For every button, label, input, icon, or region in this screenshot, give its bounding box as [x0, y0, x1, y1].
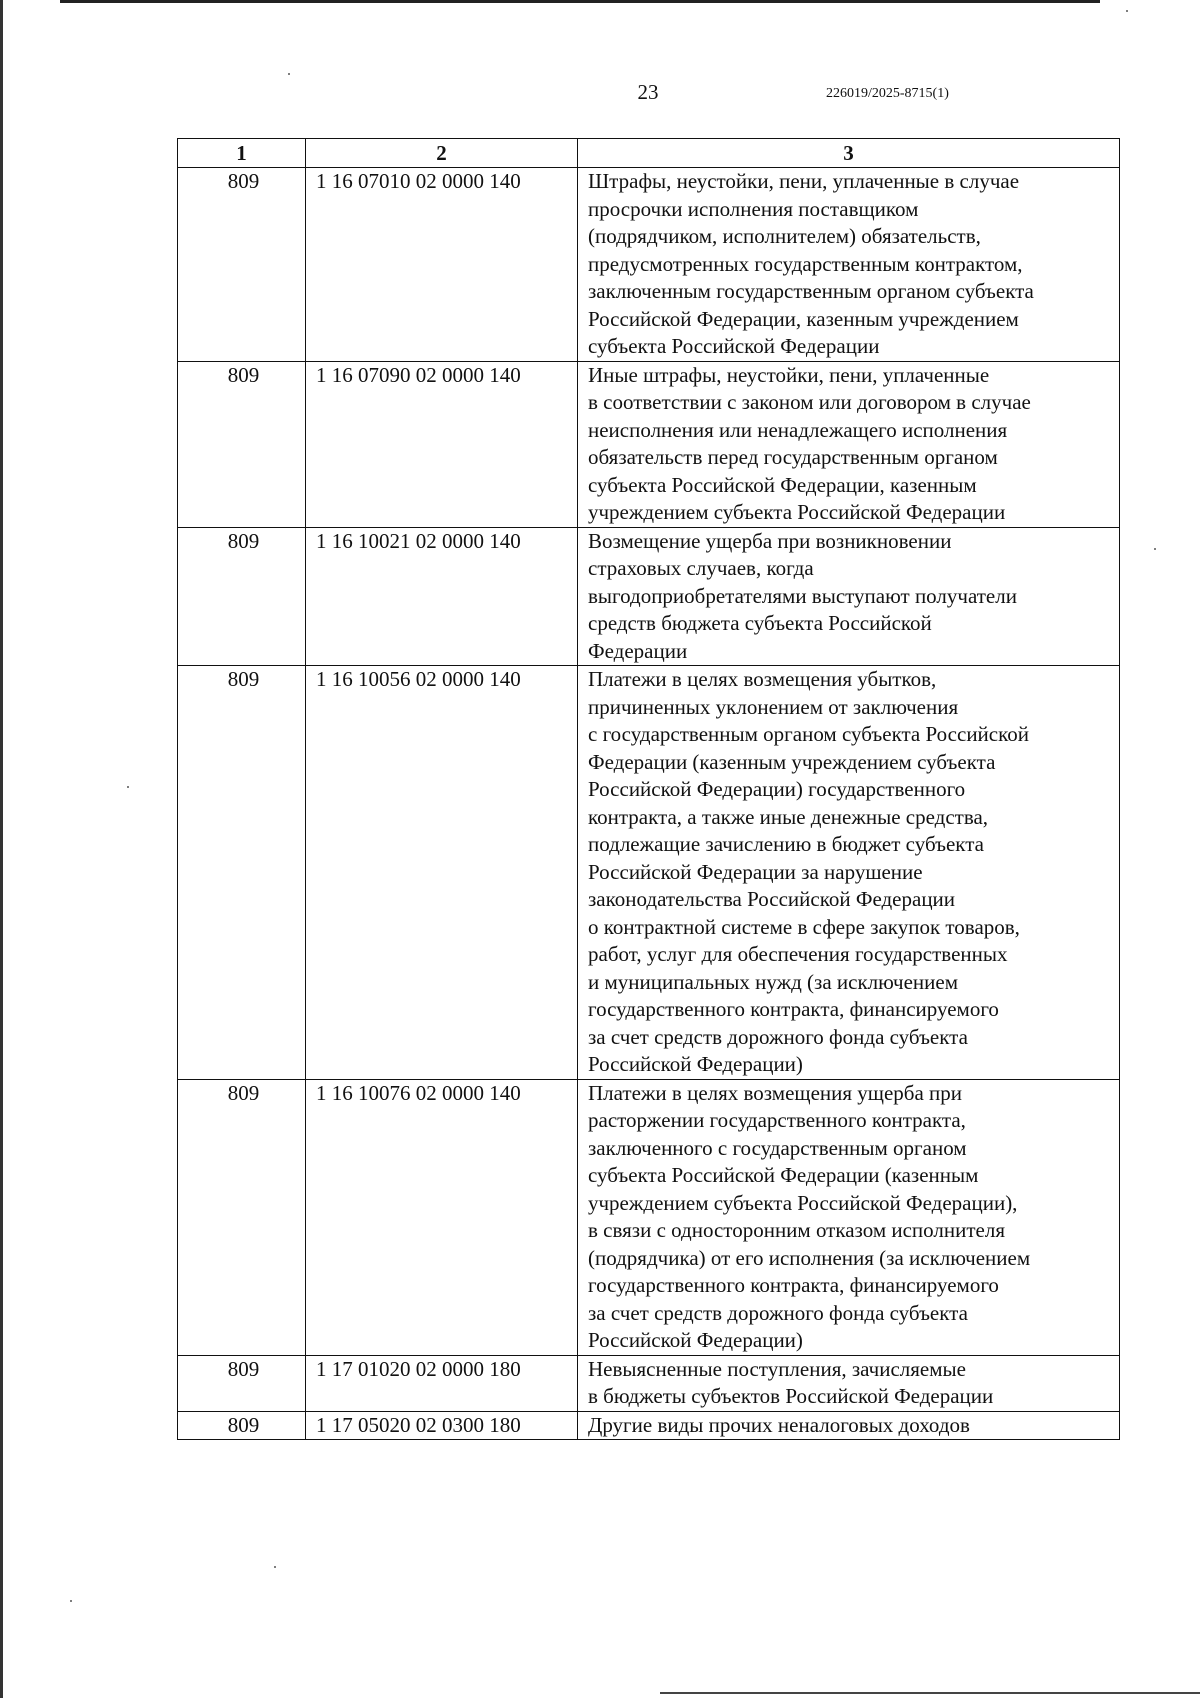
revenue-name-line: Платежи в целях возмещения ущерба при — [588, 1080, 963, 1105]
revenue-name-cell — [578, 361, 1120, 527]
revenue-name-line: (подрядчиком, исполнителем) обязательств, — [588, 224, 981, 248]
scan-speck — [274, 1566, 276, 1568]
scan-speck — [288, 73, 290, 75]
revenue-name-line: Иные штрафы, неустойки, пени, уплаченные — [588, 362, 990, 387]
scan-speck — [127, 786, 129, 788]
revenue-name-line: работ, услуг для обеспечения государственных — [588, 942, 1008, 966]
revenue-name-line: субъекта Российской Федерации, казенным — [588, 472, 977, 497]
budget-code-cell: 1 16 10076 02 0000 140 — [306, 1079, 578, 1355]
budget-revenue-table — [177, 138, 1120, 1440]
revenue-name-line: средств бюджета субъекта Российской — [588, 611, 932, 635]
admin-code-cell: 809 — [178, 1411, 306, 1440]
revenue-name-line: Российской Федерации) — [588, 1328, 803, 1352]
admin-code-cell: 809 — [178, 666, 306, 1080]
revenue-name-line: в соответствии с законом или договором в случае — [588, 390, 1031, 414]
revenue-name-line: заключенным государственным органом субъекта — [588, 279, 1034, 303]
column-header-3: 3 — [578, 139, 1120, 168]
budget-code-cell: 1 16 10056 02 0000 140 — [306, 666, 578, 1080]
revenue-name-line: с государственным органом субъекта Российской — [588, 722, 1029, 746]
scan-bottom-edge — [660, 1692, 1200, 1694]
table-row — [178, 1355, 1120, 1411]
revenue-name-line: за счет средств дорожного фонда субъекта — [588, 1300, 968, 1325]
budget-code-cell: 1 16 07010 02 0000 140 — [306, 168, 578, 362]
budget-code-cell: 1 16 07090 02 0000 140 — [306, 361, 578, 527]
revenue-name-line: подлежащие зачислению в бюджет субъекта — [588, 832, 984, 856]
table-row — [178, 361, 1120, 527]
admin-code-cell: 809 — [178, 527, 306, 666]
revenue-name-cell — [578, 666, 1120, 1080]
revenue-name-line: Невыясненные поступления, зачисляемые — [588, 1356, 966, 1381]
revenue-name-line: о контрактной системе в сфере закупок товаров, — [588, 914, 1020, 939]
revenue-name-line: и муниципальных нужд (за исключением — [588, 969, 958, 994]
table-row — [178, 527, 1120, 666]
table-header-row — [178, 139, 1120, 168]
revenue-name-line: Российской Федерации) государственного — [588, 777, 966, 801]
revenue-name-line: субъекта Российской Федерации (казенным — [588, 1163, 979, 1187]
revenue-name-line: контракта, а также иные денежные средства, — [588, 804, 989, 829]
table-row — [178, 666, 1120, 1080]
table-body — [178, 168, 1120, 1440]
revenue-name-line: Возмещение ущерба при возникновении — [588, 528, 952, 553]
budget-code-cell: 1 17 05020 02 0300 180 — [306, 1411, 578, 1440]
revenue-name-line: Российской Федерации за нарушение — [588, 859, 923, 884]
admin-code-cell: 809 — [178, 168, 306, 362]
column-header-2: 2 — [306, 139, 578, 168]
scan-top-edge — [60, 0, 1100, 3]
revenue-name-cell — [578, 1079, 1120, 1355]
revenue-name-cell — [578, 1411, 1120, 1440]
budget-code-cell: 1 17 01020 02 0000 180 — [306, 1355, 578, 1411]
revenue-name-line: выгодоприобретателями выступают получатели — [588, 583, 1017, 608]
scan-speck — [1126, 10, 1128, 12]
scan-speck — [1154, 548, 1156, 550]
admin-code-cell: 809 — [178, 1355, 306, 1411]
revenue-name-line: предусмотренных государственным контрактом, — [588, 251, 1023, 276]
admin-code-cell: 809 — [178, 1079, 306, 1355]
revenue-name-line: Штрафы, неустойки, пени, уплаченные в случае — [588, 169, 1020, 193]
revenue-name-line: Другие виды прочих неналоговых доходов — [588, 1412, 970, 1437]
revenue-name-line: Российской Федерации, казенным учреждением — [588, 306, 1019, 331]
table-row — [178, 1411, 1120, 1440]
table-row — [178, 1079, 1120, 1355]
admin-code-cell: 809 — [178, 361, 306, 527]
revenue-name-line: Платежи в целях возмещения убытков, — [588, 667, 937, 691]
revenue-name-line: учреждением субъекта Российской Федерации — [588, 500, 1006, 524]
revenue-name-line: заключенного с государственным органом — [588, 1135, 967, 1160]
revenue-name-line: неисполнения или ненадлежащего исполнения — [588, 417, 1008, 442]
revenue-name-line: Федерации (казенным учреждением субъекта — [588, 749, 996, 774]
revenue-name-cell — [578, 168, 1120, 362]
revenue-name-line: (подрядчика) от его исполнения (за исключением — [588, 1245, 1031, 1270]
revenue-name-cell — [578, 527, 1120, 666]
revenue-name-line: государственного контракта, финансируемого — [588, 997, 999, 1021]
revenue-name-line: в связи с односторонним отказом исполнителя — [588, 1218, 1005, 1242]
revenue-name-line: субъекта Российской Федерации — [588, 334, 880, 358]
revenue-name-line: страховых случаев, когда — [588, 556, 814, 580]
revenue-name-line: учреждением субъекта Российской Федерации), — [588, 1190, 1018, 1215]
revenue-name-line: Федерации — [588, 638, 688, 663]
scan-left-edge — [0, 0, 3, 1698]
budget-code-cell: 1 16 10021 02 0000 140 — [306, 527, 578, 666]
revenue-name-line: Российской Федерации) — [588, 1052, 803, 1076]
document-number: 226019/2025-8715(1) — [826, 86, 949, 101]
revenue-name-cell — [578, 1355, 1120, 1411]
column-header-1: 1 — [178, 139, 306, 168]
revenue-name-line: за счет средств дорожного фонда субъекта — [588, 1024, 968, 1049]
table-row — [178, 168, 1120, 362]
revenue-name-line: обязательств перед государственным органом — [588, 445, 998, 469]
revenue-name-line: причиненных уклонением от заключения — [588, 694, 959, 719]
scan-speck — [70, 1600, 72, 1602]
revenue-name-line: просрочки исполнения поставщиком — [588, 196, 919, 221]
revenue-name-line: государственного контракта, финансируемого — [588, 1273, 999, 1297]
revenue-name-line: расторжении государственного контракта, — [588, 1108, 966, 1132]
revenue-name-line: в бюджеты субъектов Российской Федерации — [588, 1384, 994, 1408]
page-number: 23 — [637, 80, 659, 104]
revenue-name-line: законодательства Российской Федерации — [588, 887, 956, 911]
